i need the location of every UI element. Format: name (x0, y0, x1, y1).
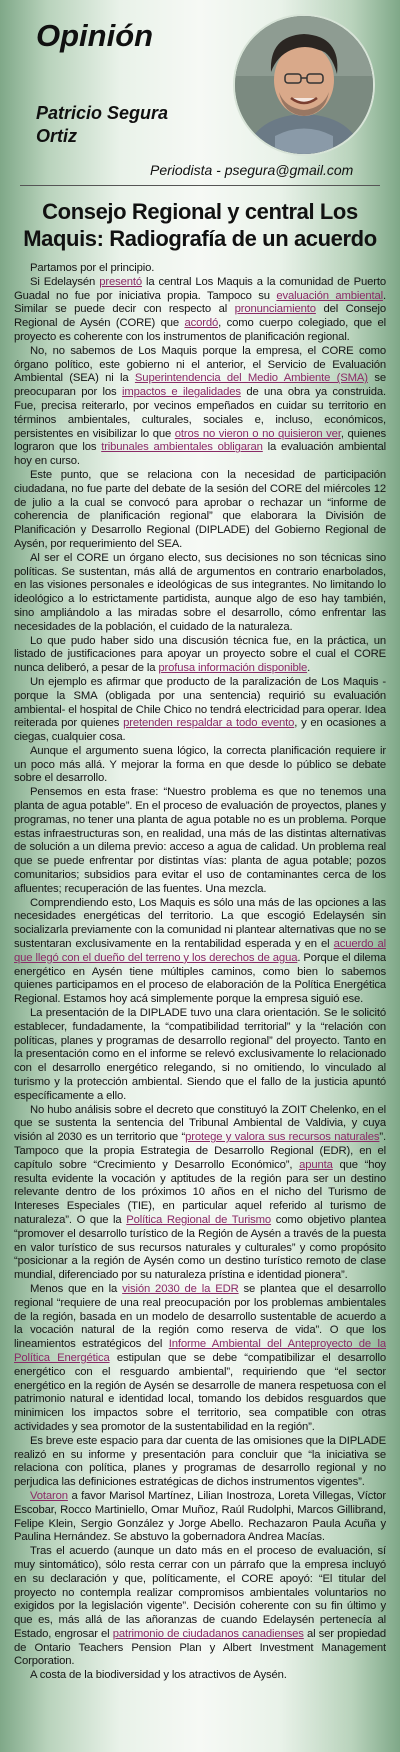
article-link[interactable]: tribunales ambientales obligaran (101, 441, 263, 454)
article-link[interactable]: pronunciamiento (234, 303, 316, 316)
article-link[interactable]: evaluación ambiental (276, 289, 383, 302)
paragraph-text: que “hoy resulta evidente la vocación y aptitudes de la región para ser un destino relevante dentro de los próximos 10 años en el nicho del Turismo de Intereses Especiales (TIE), en particular aquel referido al turismo de naturaleza”. O que la (14, 1158, 386, 1226)
article-link[interactable]: acuerdo al que llegó con el dueño del terreno y los derechos de agua (14, 938, 386, 964)
paragraph-text: ”. Tampoco que la propia Estrategia de Desarrollo Regional (EDR), en el capítulo sobre “Crecimiento y Desarrollo Económico”, (14, 1131, 386, 1171)
author-photo (233, 14, 375, 156)
article-link[interactable]: Informe Ambiental del Anteproyecto de la Política Energética (14, 1338, 386, 1364)
paragraph-text: No hubo análisis sobre el decreto que constituyó la ZOIT Chelenko, en el que se sustenta la sentencia del Tribunal Ambiental de Valdivia, y cuya visión al 2030 es un territorio que “ (14, 1103, 386, 1144)
paragraph-text: No, no sabemos de Los Maquis porque la empresa, el CORE como órgano político, este gobierno ni el anterior, el Servicio de Evaluación Ambiental (SEA) ni la (14, 344, 386, 385)
article-link[interactable]: profusa información disponible (158, 662, 308, 675)
paragraph-text: Tras el acuerdo (aunque un dato más en el proceso de evaluación, sí muy sintomático), sólo resta cerrar con un párrafo que la empresa incluyó en su declaración y que, políticamente, el CORE apoyó: “El titular del proyecto no contempla realizar compromisos ambientales voluntarios no exigidos por la legislación vigente”. Decisión coherente con su fin último y que es, más allá de las añoranzas de cuando Edelaysén pertenecía al Estado, engrosar el (14, 1545, 386, 1640)
article-paragraph (14, 262, 386, 276)
paragraph-text: se plantea que el desarrollo regional “requiere de una real preocupación por los problemas ambientales de la región, basada en un modelo de desarrollo sustentable de acuerdo a la vocación natural de la región como reserva de vida”. O que los lineamientos estratégicos del (14, 1282, 386, 1351)
article-paragraph (14, 897, 386, 1007)
author-first-name: Patricio Segura (36, 103, 169, 123)
article-paragraph (14, 676, 386, 745)
paragraph-text: la evaluación ambiental hoy en curso. (14, 441, 386, 468)
paragraph-text: de una obra ya construida. Fue, precisa reiterarlo, por vecinos empeñados en cuidar su territorio en términos ambientales, culturales, sociales e, incluso, económicos, persistentes en visibilizar lo que (14, 386, 386, 440)
paragraph-text: . (307, 662, 311, 675)
article-link[interactable]: pretenden respaldar a todo evento (123, 717, 295, 730)
paragraph-text: Partamos por el principio. (30, 262, 155, 274)
article-paragraph (14, 1435, 386, 1490)
article-link[interactable]: patrimonio de ciudadanos canadienses (112, 1627, 304, 1640)
paragraph-text: . Porque el dilema energético en Aysén tiene múltiples caminos, como bien lo sabemos quienes participamos en el proceso de elaboración de la Política Energética Regional. Estamos hoy acá simplemente porque la empresa siguió ese. (14, 951, 386, 1006)
paragraph-text: . Similar se puede decir con respecto al (14, 289, 386, 316)
author-last-name: Ortiz (36, 126, 78, 146)
article-link[interactable]: impactos e ilegalidades (121, 386, 241, 399)
author-portrait-image (235, 16, 373, 154)
paragraph-text: Comprendiendo esto, Los Maquis es sólo una más de las opciones a las necesidades energéticas del territorio. La que escogió Edelaysén sin socializarla previamente con la comunidad ni plantear alternativas que no se sustentaran exclusivamente en la rentabilidad esperada y en el (14, 896, 386, 951)
byline-row (0, 160, 400, 184)
article-link[interactable]: Votaron (30, 1489, 68, 1502)
article-link[interactable]: protege y valora sus recursos naturales (185, 1131, 380, 1144)
article-link[interactable]: visión 2030 de la EDR (122, 1282, 239, 1295)
paragraph-text: Al ser el CORE un órgano electo, sus decisiones no son técnicas sino políticas. Se sustentan, más allá de argumentos en contrario enarbolados, en las visiones personales e ideológicas de sus integrantes. No limitando lo ideológico a lo estrictamente partidista, aunque algo de eso hay también, sino ampliándolo a las miradas sobre el desarrollo, cómo enfrentar las necesidades de la población, el cuidado de la naturaleza. (14, 551, 386, 633)
article-paragraph (14, 635, 386, 676)
paragraph-text: Si Edelaysén (30, 275, 100, 288)
article-body (14, 262, 386, 1737)
article-paragraph (14, 552, 386, 635)
paragraph-text: Lo que pudo haber sido una discusión técnica fue, en la práctica, un listado de justificaciones para apoyar un proyecto sobre el cual el CORE nunca deliberó, a pesar de la (14, 634, 386, 675)
article-link[interactable]: Superintendencia del Medio Ambiente (SMA) (134, 372, 368, 385)
author-name (36, 102, 168, 148)
paragraph-text: , quienes lograron que los (14, 427, 386, 454)
paragraph-text: del Consejo Regional de Aysén (CORE) que (14, 303, 386, 330)
author-email: Periodista - psegura@gmail.com (150, 162, 354, 178)
paragraph-text: Este punto, que se relaciona con la necesidad de participación ciudadana, no fue parte del debate de la sesión del CORE del miércoles 12 de julio a la cual se convocó para aprobar o rechazar un “informe de coherencia de planificación regional” que elaborara la División de Planificación y Desarrollo Regional (DIPLADE) del Gobierno Regional de Aysén, por requerimiento del SEA. (14, 468, 386, 550)
article-link[interactable]: Política Regional de Turismo (126, 1213, 272, 1226)
paragraph-text: Un ejemplo es afirmar que producto de la paralización de Los Maquis -porque la SMA (obligada por una sentencia) requirió su evaluación ambiental- el hospital de Chile Chico no tendrá electricidad para operar. Idea reiterada por quienes (14, 675, 386, 730)
paragraph-text: estipulan que se debe “compatibilizar el desarrollo energético con el resguardo ambiental”, requiriendo que “el sector energético en la región de Aysén se desarrolle de manera respetuosa con el patrimonio natural e identidad local, tomando los debidos resguardos que minimicen los impactos sobre el territorio, sea compatible con otras actividades y sea promotor de la sustentabilidad en la región”. (14, 1351, 386, 1433)
paragraph-text: A costa de la biodiversidad y los atractivos de Aysén. (30, 1669, 287, 1682)
article-paragraph (14, 1490, 386, 1545)
paragraph-text: , y en ocasiones a ciegas, cualquier cosa. (14, 717, 386, 744)
article-link[interactable]: acordó (184, 317, 219, 330)
article-paragraph (14, 1545, 386, 1669)
article-paragraph (14, 786, 386, 896)
paragraph-text: al ser propiedad de Ontario Teachers Pension Plan y Albert Investment Management Corporation. (14, 1627, 386, 1668)
article-link[interactable]: otros no vieron o no quisieron ver (174, 427, 341, 440)
page-header (0, 0, 400, 160)
paragraph-text: Es breve este espacio para dar cuenta de las omisiones que la DIPLADE realizó en su informe y presentación para concluir que “la iniciativa se relaciona con política, planes y programas de desarrollo regional y no perjudica las definiciones estratégicas de dichos instrumentos vigentes”. (14, 1434, 386, 1489)
article-paragraph (14, 1104, 386, 1283)
paragraph-text: como objetivo plantea “promover el desarrollo turístico de la Región de Aysén a través de la puesta en valor turístico de sus recursos naturales y culturales” y como propósito “posicionar a la región de Aysén como un destino turístico remoto de clase mundial, diferenciado por su naturaleza prístina e identidad pionera”. (14, 1213, 386, 1282)
paragraph-text: Pensemos en esta frase: “Nuestro problema es que no tenemos una planta de agua potable”. En el proceso de evaluación de proyectos, planes y programas, no tener una planta de agua potable no es un problema. Porque estas infraestructuras son, en realidad, una más de las distintas alternativas de solución a un dilema previo: acceso a agua de calidad. Un problema real que se puede enfrentar por distintas vías: planta de agua potable; pozos comunitarios; subsidios para evitar el uso de contaminantes cerca de los afluentes; recuperación de las fuentes. Una mezcla. (14, 786, 386, 895)
article-paragraph (14, 345, 386, 469)
article-paragraph (14, 469, 386, 552)
article-paragraph (14, 1669, 386, 1683)
header-divider (20, 185, 380, 186)
paragraph-text: a favor Marisol Martínez, Lilian Inostroza, Loreta Villegas, Víctor Escobar, Rocco Martiniello, Omar Muñoz, Raúl Rudolphi, Marcos Gillibrand, Felipe Klein, Sergio González y Jorge Abello. Rechazaron Paula Acuña y Paulina Hernández. Se abstuvo la gobernadora Andrea Macías. (14, 1489, 386, 1544)
paragraph-text: la central Los Maquis a la comunidad de Puerto Guadal no fue por iniciativa propia. Tampoco su (14, 275, 386, 302)
paragraph-text: se preocuparan por los (14, 372, 386, 399)
paragraph-text: La presentación de la DIPLADE tuvo una clara orientación. Se le solicitó establecer, fundadamente, la “compatibilidad territorial” y la “relación con políticas, planes y programas de desarrollo regional” del proyecto. Tanto en la presentación como en el informe se relevó exclusivamente lo relacionado con el desarrollo energético relegando, si no omitiendo, lo vinculado al turismo y la protección ambiental. Siendo que el fallo de la justicia apuntó específicamente a ello. (14, 1007, 386, 1102)
article-paragraph (14, 276, 386, 345)
paragraph-text: , como cuerpo colegiado, que el proyecto es coherente con los instrumentos de planificación regional. (14, 317, 386, 343)
article-paragraph (14, 1283, 386, 1435)
article-headline: Consejo Regional y central Los Maquis: Radiografía de un acuerdo (23, 199, 377, 251)
article-link[interactable]: presentó (99, 275, 142, 288)
article-paragraph (14, 745, 386, 786)
section-title: Opinión (36, 18, 154, 53)
article-link[interactable]: apunta (299, 1158, 333, 1171)
paragraph-text: Aunque el argumento suena lógico, la correcta planificación requiere ir un poco más allá. Y mejorar la forma en que desde lo público se debate sobre el desarrollo. (14, 744, 386, 785)
article-paragraph (14, 1007, 386, 1104)
paragraph-text: Menos que en la (30, 1282, 123, 1295)
